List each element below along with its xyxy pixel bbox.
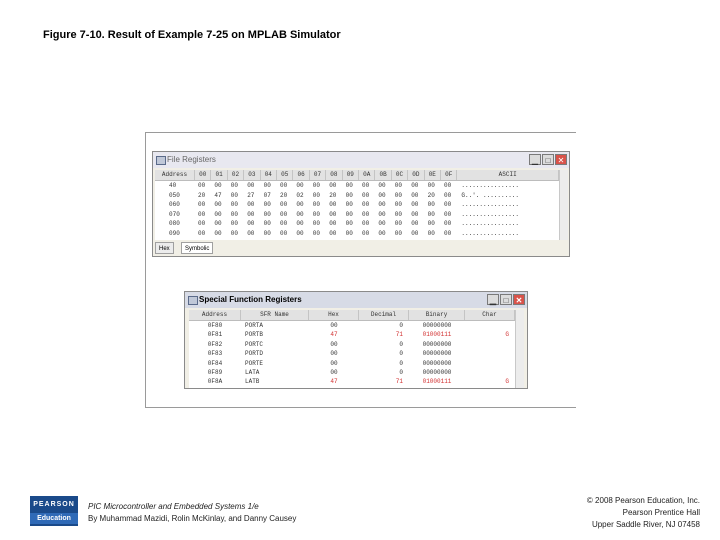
register-value[interactable]: 00 bbox=[411, 220, 419, 228]
column-header: 0E bbox=[425, 170, 441, 180]
register-value[interactable]: 00 bbox=[329, 220, 337, 228]
publisher-address: Upper Saddle River, NJ 07458 bbox=[591, 520, 700, 529]
file-registers-scrollbar[interactable] bbox=[559, 170, 568, 240]
column-header: 01 bbox=[211, 170, 227, 180]
register-value[interactable]: 00 bbox=[214, 230, 222, 237]
register-value[interactable]: 00 bbox=[427, 201, 435, 209]
column-header: 04 bbox=[261, 170, 277, 180]
register-value[interactable]: 00 bbox=[345, 191, 353, 199]
column-header: Binary bbox=[409, 310, 465, 320]
register-value[interactable]: 00 bbox=[378, 220, 386, 228]
register-value[interactable]: 00 bbox=[394, 182, 402, 189]
register-value[interactable]: 02 bbox=[296, 191, 304, 199]
close-icon[interactable]: ✕ bbox=[555, 154, 567, 165]
window-icon bbox=[156, 156, 166, 165]
column-header: 08 bbox=[326, 170, 342, 180]
register-value[interactable]: 00 bbox=[411, 182, 419, 189]
column-header: 0C bbox=[392, 170, 408, 180]
register-value[interactable]: 00 bbox=[214, 220, 222, 228]
file-registers-tabs bbox=[155, 242, 355, 255]
ascii-value: ................ bbox=[461, 182, 519, 189]
register-value[interactable]: 00 bbox=[378, 191, 386, 199]
register-value[interactable]: 00 bbox=[378, 201, 386, 209]
file-registers-grid[interactable] bbox=[155, 170, 559, 240]
sfr-hex[interactable]: 00 bbox=[330, 359, 338, 367]
sfr-name: LATB bbox=[245, 378, 260, 386]
column-header: Hex bbox=[309, 310, 359, 320]
sfr-char[interactable]: G bbox=[505, 331, 509, 339]
row-address: 050 bbox=[169, 191, 180, 199]
register-value[interactable]: 00 bbox=[247, 220, 255, 228]
copyright: © 2008 Pearson Education, Inc. bbox=[586, 496, 700, 505]
register-value[interactable]: 00 bbox=[280, 230, 288, 237]
register-value[interactable]: 07 bbox=[263, 191, 271, 199]
register-value[interactable]: 20 bbox=[427, 191, 435, 199]
register-value[interactable]: 00 bbox=[394, 191, 402, 199]
sfr-hex[interactable]: 00 bbox=[330, 322, 338, 329]
register-value[interactable]: 00 bbox=[296, 210, 304, 218]
register-value[interactable]: 00 bbox=[444, 201, 452, 209]
ascii-value: ................ bbox=[461, 201, 519, 209]
sfr-name: LATA bbox=[245, 369, 260, 376]
register-value[interactable]: 00 bbox=[329, 201, 337, 209]
column-header: 05 bbox=[277, 170, 293, 180]
column-header: 0F bbox=[441, 170, 457, 180]
register-value[interactable]: 00 bbox=[329, 230, 337, 237]
sfr-binary[interactable]: 00000000 bbox=[422, 369, 452, 376]
sfr-hex[interactable]: 47 bbox=[330, 331, 338, 339]
sfr-binary[interactable]: 00000000 bbox=[422, 350, 452, 358]
register-value[interactable]: 00 bbox=[263, 201, 271, 209]
column-header: 00 bbox=[195, 170, 211, 180]
sfr-binary[interactable]: 00000000 bbox=[422, 359, 452, 367]
register-value[interactable]: 00 bbox=[230, 182, 238, 189]
sfr-window bbox=[184, 291, 528, 389]
close-icon[interactable]: ✕ bbox=[513, 294, 525, 305]
register-value[interactable]: 20 bbox=[198, 191, 206, 199]
sfr-name: PORTD bbox=[245, 350, 264, 358]
sfr-decimal[interactable]: 0 bbox=[399, 350, 403, 358]
register-value[interactable]: 00 bbox=[345, 220, 353, 228]
register-value[interactable]: 00 bbox=[394, 230, 402, 237]
file-registers-title: File Registers bbox=[167, 155, 216, 164]
register-value[interactable]: 00 bbox=[378, 230, 386, 237]
register-value[interactable]: 00 bbox=[230, 210, 238, 218]
sfr-address: 0F83 bbox=[207, 350, 223, 358]
register-value[interactable]: 00 bbox=[362, 191, 370, 199]
register-value[interactable]: 00 bbox=[230, 230, 238, 237]
register-value[interactable]: 00 bbox=[312, 230, 320, 237]
sfr-decimal[interactable]: 0 bbox=[399, 359, 403, 367]
ascii-value: ................ bbox=[461, 220, 519, 228]
column-header: Address bbox=[189, 310, 241, 320]
sfr-header bbox=[189, 310, 515, 321]
register-value[interactable]: 00 bbox=[312, 220, 320, 228]
register-value[interactable]: 00 bbox=[280, 201, 288, 209]
sfr-titlebar[interactable] bbox=[185, 292, 527, 308]
register-value[interactable]: 00 bbox=[345, 182, 353, 189]
publisher: Pearson Prentice Hall bbox=[622, 508, 700, 517]
register-value[interactable]: 00 bbox=[362, 230, 370, 237]
register-value[interactable]: 00 bbox=[230, 220, 238, 228]
sfr-address: 0F80 bbox=[207, 322, 223, 329]
register-value[interactable]: 00 bbox=[362, 182, 370, 189]
tab-hex[interactable]: Hex bbox=[155, 242, 174, 254]
register-value[interactable]: 00 bbox=[198, 220, 206, 228]
register-value[interactable]: 00 bbox=[263, 182, 271, 189]
column-header: Char bbox=[465, 310, 515, 320]
sfr-hex[interactable]: 00 bbox=[330, 340, 338, 348]
sfr-binary[interactable]: 01000111 bbox=[422, 331, 452, 339]
sfr-name: PORTB bbox=[245, 331, 264, 339]
register-value[interactable]: 00 bbox=[411, 201, 419, 209]
row-address: 080 bbox=[169, 220, 180, 228]
register-value[interactable]: 00 bbox=[247, 201, 255, 209]
maximize-icon[interactable]: □ bbox=[500, 294, 512, 305]
figure-title: Figure 7-10. Result of Example 7-25 on MPLAB Simulator bbox=[43, 29, 341, 41]
register-value[interactable]: 00 bbox=[394, 210, 402, 218]
sfr-grid[interactable] bbox=[189, 310, 515, 388]
register-value[interactable]: 00 bbox=[312, 210, 320, 218]
column-header: SFR Name bbox=[241, 310, 309, 320]
register-value[interactable]: 00 bbox=[198, 210, 206, 218]
logo-line2: Education bbox=[30, 513, 78, 524]
column-header: 07 bbox=[310, 170, 326, 180]
book-authors: By Muhammad Mazidi, Rolin McKinlay, and Danny Causey bbox=[88, 514, 297, 523]
file-registers-header bbox=[155, 170, 559, 181]
window-icon bbox=[188, 296, 198, 305]
register-value[interactable]: 00 bbox=[394, 201, 402, 209]
sfr-hex[interactable]: 00 bbox=[330, 369, 338, 376]
sfr-address: 0F89 bbox=[207, 369, 223, 376]
column-header: 0D bbox=[408, 170, 424, 180]
register-value[interactable]: 00 bbox=[214, 201, 222, 209]
register-value[interactable]: 00 bbox=[263, 230, 271, 237]
sfr-decimal[interactable]: 0 bbox=[399, 369, 403, 376]
sfr-scrollbar[interactable] bbox=[515, 310, 524, 388]
register-value[interactable]: 00 bbox=[296, 201, 304, 209]
register-value[interactable]: 00 bbox=[444, 182, 452, 189]
tab-symbolic[interactable]: Symbolic bbox=[181, 242, 213, 254]
sfr-decimal[interactable]: 71 bbox=[395, 378, 403, 386]
column-header: 0A bbox=[359, 170, 375, 180]
column-header: ASCII bbox=[457, 170, 559, 180]
register-value[interactable]: 27 bbox=[247, 191, 255, 199]
register-value[interactable]: 00 bbox=[247, 182, 255, 189]
register-value[interactable]: 00 bbox=[427, 220, 435, 228]
sfr-binary[interactable]: 01000111 bbox=[422, 378, 452, 386]
register-value[interactable]: 00 bbox=[362, 220, 370, 228]
register-value[interactable]: 00 bbox=[444, 230, 452, 237]
register-value[interactable]: 00 bbox=[198, 230, 206, 237]
sfr-name: PORTE bbox=[245, 359, 264, 367]
sfr-name: PORTC bbox=[245, 340, 264, 348]
register-value[interactable]: 00 bbox=[345, 210, 353, 218]
sfr-title: Special Function Registers bbox=[199, 295, 302, 304]
sfr-address: 0F84 bbox=[207, 359, 223, 367]
register-value[interactable]: 00 bbox=[214, 210, 222, 218]
column-header: 09 bbox=[343, 170, 359, 180]
register-value[interactable]: 47 bbox=[214, 191, 222, 199]
register-value[interactable]: 00 bbox=[427, 230, 435, 237]
row-address: 40 bbox=[169, 182, 177, 189]
register-value[interactable]: 00 bbox=[427, 182, 435, 189]
register-value[interactable]: 00 bbox=[198, 201, 206, 209]
register-value[interactable]: 00 bbox=[198, 182, 206, 189]
register-value[interactable]: 00 bbox=[230, 201, 238, 209]
register-value[interactable]: 00 bbox=[427, 210, 435, 218]
register-value[interactable]: 00 bbox=[280, 182, 288, 189]
logo-line1: PEARSON bbox=[33, 501, 75, 508]
ascii-value: ................ bbox=[461, 230, 519, 237]
register-value[interactable]: 00 bbox=[263, 210, 271, 218]
register-value[interactable]: 00 bbox=[247, 230, 255, 237]
sfr-decimal[interactable]: 71 bbox=[395, 331, 403, 339]
register-value[interactable]: 00 bbox=[296, 220, 304, 228]
register-value[interactable]: 20 bbox=[280, 191, 288, 199]
column-header: Decimal bbox=[359, 310, 409, 320]
ascii-value: ................ bbox=[461, 210, 519, 218]
screenshot-panel bbox=[145, 132, 576, 408]
register-value[interactable]: 00 bbox=[394, 220, 402, 228]
row-address: 090 bbox=[169, 230, 180, 237]
register-value[interactable]: 00 bbox=[444, 220, 452, 228]
minimize-icon[interactable]: ▁ bbox=[529, 154, 541, 165]
register-value[interactable]: 00 bbox=[312, 182, 320, 189]
register-value[interactable]: 00 bbox=[411, 210, 419, 218]
sfr-address: 0F81 bbox=[207, 331, 223, 339]
ascii-value: G..'. .......... bbox=[461, 191, 519, 199]
sfr-address: 0F8A bbox=[207, 378, 223, 386]
register-value[interactable]: 00 bbox=[411, 230, 419, 237]
register-value[interactable]: 00 bbox=[444, 210, 452, 218]
file-registers-titlebar[interactable] bbox=[153, 152, 569, 168]
sfr-hex[interactable]: 00 bbox=[330, 350, 338, 358]
book-title: PIC Microcontroller and Embedded Systems 1/e bbox=[88, 502, 259, 511]
file-registers-window bbox=[152, 151, 570, 257]
register-value[interactable]: 00 bbox=[312, 201, 320, 209]
pearson-logo bbox=[30, 496, 78, 526]
register-value[interactable]: 00 bbox=[329, 182, 337, 189]
register-value[interactable]: 00 bbox=[378, 182, 386, 189]
register-value[interactable]: 00 bbox=[329, 210, 337, 218]
register-value[interactable]: 00 bbox=[444, 191, 452, 199]
register-value[interactable]: 00 bbox=[280, 210, 288, 218]
column-header: Address bbox=[155, 170, 195, 180]
register-value[interactable]: 00 bbox=[362, 201, 370, 209]
register-value[interactable]: 00 bbox=[296, 182, 304, 189]
register-value[interactable]: 00 bbox=[345, 201, 353, 209]
sfr-name: PORTA bbox=[245, 322, 264, 329]
column-header: 03 bbox=[244, 170, 260, 180]
column-header: 02 bbox=[228, 170, 244, 180]
register-value[interactable]: 00 bbox=[296, 230, 304, 237]
sfr-binary[interactable]: 00000000 bbox=[422, 322, 452, 329]
register-value[interactable]: 00 bbox=[280, 220, 288, 228]
register-value[interactable]: 00 bbox=[345, 230, 353, 237]
minimize-icon[interactable]: ▁ bbox=[487, 294, 499, 305]
register-value[interactable]: 00 bbox=[312, 191, 320, 199]
maximize-icon[interactable]: □ bbox=[542, 154, 554, 165]
row-address: 060 bbox=[169, 201, 180, 209]
column-header: 0B bbox=[375, 170, 391, 180]
register-value[interactable]: 20 bbox=[329, 191, 337, 199]
sfr-hex[interactable]: 47 bbox=[330, 378, 338, 386]
register-value[interactable]: 00 bbox=[230, 191, 238, 199]
register-value[interactable]: 00 bbox=[214, 182, 222, 189]
column-header: 06 bbox=[293, 170, 309, 180]
sfr-char[interactable]: G bbox=[505, 378, 509, 386]
register-value[interactable]: 00 bbox=[247, 210, 255, 218]
sfr-decimal[interactable]: 0 bbox=[399, 340, 403, 348]
sfr-decimal[interactable]: 0 bbox=[399, 322, 403, 329]
row-address: 070 bbox=[169, 210, 180, 218]
register-value[interactable]: 00 bbox=[378, 210, 386, 218]
register-value[interactable]: 00 bbox=[362, 210, 370, 218]
register-value[interactable]: 00 bbox=[263, 220, 271, 228]
sfr-binary[interactable]: 00000000 bbox=[422, 340, 452, 348]
register-value[interactable]: 00 bbox=[411, 191, 419, 199]
sfr-address: 0F82 bbox=[207, 340, 223, 348]
